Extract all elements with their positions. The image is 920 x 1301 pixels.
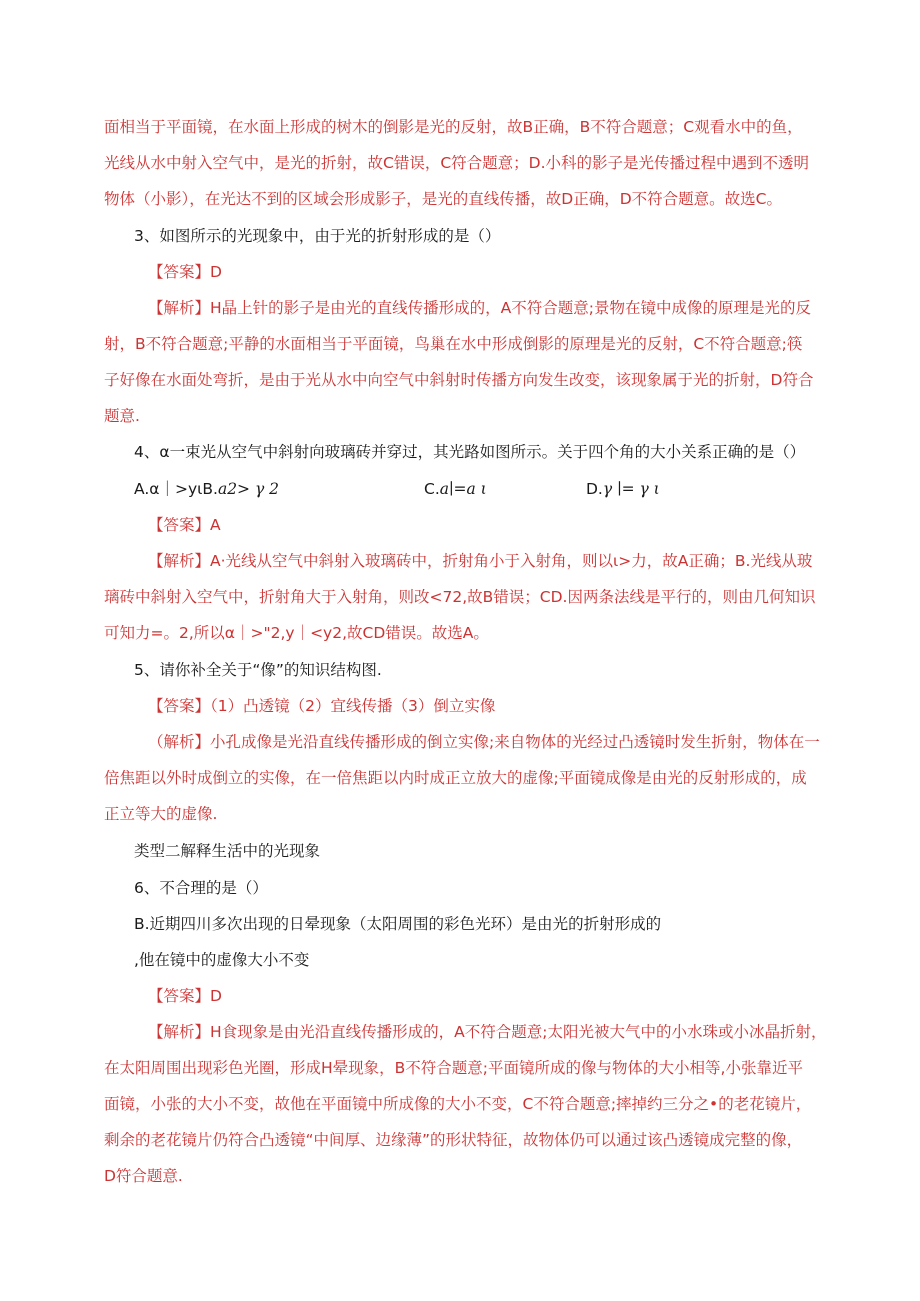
question-3: 3、如图所示的光现象中，由于光的折射形成的是（） [134, 227, 501, 245]
analysis-line: 【解析】A·光线从空气中斜射入玻璃砖中，折射角小于入射角，则以ι>力，故A正确；B.光线从玻 [148, 552, 813, 570]
analysis-line: 面镜，小张的大小不变，故他在平面镜中所成像的大小不变，C不符合题意;摔掉约三分之•的老花镜片， [104, 1095, 812, 1113]
analysis-line: 【解析】H食现象是由光沿直线传播形成的，A不符合题意;太阳光被大气中的小水珠或小冰晶折射， [148, 1023, 827, 1041]
analysis-line: （解析】小孔成像是光沿直线传播形成的倒立实像;来自物体的光经过凸透镜时发生折射，物体在一 [148, 733, 820, 751]
analysis-line: 璃砖中斜射入空气中，折射角大于入射角，则改<72,故B错误；CD.因两条法线是平行的，则由几何知识 [104, 588, 816, 606]
question-6: 6、不合理的是（） [134, 879, 268, 897]
analysis-line: 物体（小影），在光达不到的区域会形成影子，是光的直线传播，故D正确，D不符合题意。故选C。 [104, 190, 782, 208]
option-c-tail: ,他在镜中的虚像大小不变 [134, 951, 310, 969]
analysis-line: 可知力=。2,所以α｜>"2,y｜<y2,故CD错误。故选A。 [104, 624, 489, 642]
section-heading: 类型二解释生活中的光现象 [134, 842, 321, 860]
analysis-line: 面相当于平面镜，在水面上形成的树木的倒影是光的反射，故B正确，B不符合题意；C观看水中的鱼， [104, 118, 803, 136]
analysis-line: 正立等大的虚像. [104, 805, 218, 823]
question-5: 5、请你补全关于“像”的知识结构图. [134, 661, 382, 679]
analysis-line: 在太阳周围出现彩色光圈，形成H晕现象，B不符合题意;平面镜所成的像与物体的大小相等,小张靠近平 [104, 1059, 803, 1077]
option-d-prefix: D. [586, 480, 603, 498]
analysis-line: 剩余的老花镜片仍符合凸透镜“中间厚、边缘薄”的形状特征，故物体仍可以通过该凸透镜成完整的像， [104, 1131, 803, 1149]
option-a-b [134, 478, 279, 500]
analysis-line: 倍焦距以外时成倒立的实像，在一倍焦距以内时成正立放大的虚像;平面镜成像是由光的反射形成的，成 [104, 769, 807, 787]
option-b: B.近期四川多次出现的日晕现象（太阳周围的彩色光环）是由光的折射形成的 [134, 915, 662, 933]
option-a-b-prefix: A.α｜>yιB. [134, 480, 218, 498]
answer-4: 【答案】A [148, 516, 221, 534]
analysis-line: 题意. [104, 407, 140, 425]
analysis-line: 射，B不符合题意;平静的水面相当于平面镜，鸟巢在水中形成倒影的原理是光的反射，C不符合题意;筷 [104, 335, 803, 353]
analysis-line: 子好像在水面处弯折，是由于光从水中向空气中斜射时传播方向发生改变，该现象属于光的折射，D符合 [104, 371, 814, 389]
analysis-line: 【解析】H晶上针的影子是由光的直线传播形成的，A不符合题意;景物在镜中成像的原理是光的反 [148, 299, 811, 317]
answer-3: 【答案】D [148, 263, 222, 281]
option-c-prefix: C. [424, 480, 440, 498]
option-c-formula: a∣=a ι [439, 480, 487, 498]
question-4: 4、α一束光从空气中斜射向玻璃砖并穿过，其光路如图所示。关于四个角的大小关系正确的是（） [134, 443, 806, 461]
option-d [586, 478, 660, 500]
option-b-formula: a2> γ 2 [217, 480, 280, 498]
option-c [424, 478, 487, 500]
option-d-formula: γ ∣= γ ι [602, 480, 660, 498]
answer-5: 【答案】（1）凸透镜（2）宜线传播（3）倒立实像 [148, 697, 496, 715]
answer-6: 【答案】D [148, 987, 222, 1005]
analysis-line: 光线从水中射入空气中，是光的折射，故C错误，C符合题意；D.小科的影子是光传播过程中遇到不透明 [104, 154, 810, 172]
analysis-line: D符合题意. [104, 1167, 183, 1185]
